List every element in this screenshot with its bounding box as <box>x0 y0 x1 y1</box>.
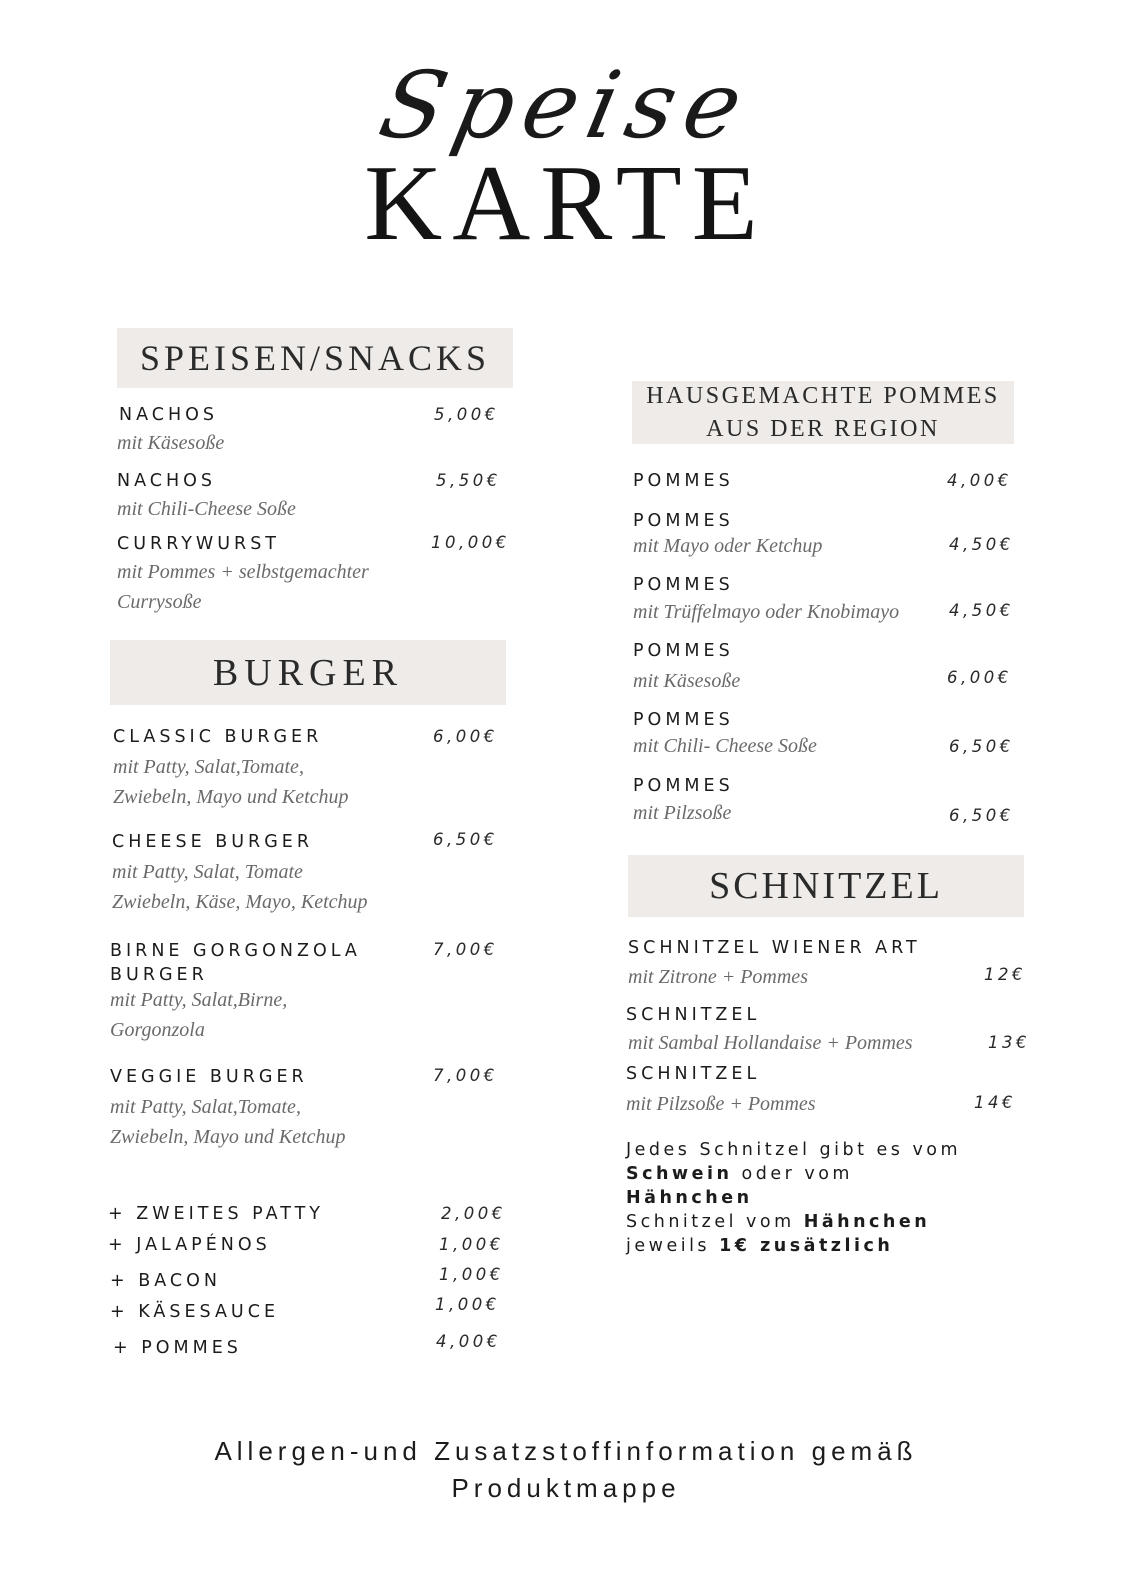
item-price: 13€ <box>988 1033 1030 1052</box>
item-desc: mit Käsesoße <box>633 670 741 692</box>
item-desc: mit Chili-Cheese Soße <box>117 498 296 520</box>
allergen-footer <box>0 1433 1132 1507</box>
section-header-schnitzel: SCHNITZEL <box>628 855 1024 917</box>
extra-name: + BACON <box>110 1271 221 1291</box>
item-price: 4,50€ <box>949 535 1014 554</box>
item-desc: Zwiebeln, Mayo und Ketchup <box>110 1126 346 1148</box>
note-line: Jedes Schnitzel gibt es vom <box>626 1140 962 1160</box>
item-price: 7,00€ <box>433 940 498 959</box>
item-name: CLASSIC BURGER <box>113 727 323 747</box>
footer-line2: Produktmappe <box>451 1473 681 1503</box>
section-header-burger: BURGER <box>110 640 506 705</box>
extra-name: + KÄSESAUCE <box>110 1302 280 1322</box>
item-name: BIRNE GORGONZOLA <box>110 941 361 961</box>
extra-price: 1,00€ <box>439 1265 504 1284</box>
extra-name: + ZWEITES PATTY <box>108 1204 324 1224</box>
title-script: Speise <box>370 52 762 159</box>
item-desc: mit Pilzsoße + Pommes <box>626 1093 816 1115</box>
item-desc: mit Trüffelmayo oder Knobimayo <box>633 601 900 623</box>
item-price: 4,00€ <box>947 471 1012 490</box>
item-desc: mit Sambal Hollandaise + Pommes <box>628 1032 913 1054</box>
note-line: Schnitzel vom Hähnchen <box>626 1212 931 1232</box>
item-desc: mit Käsesoße <box>117 432 225 454</box>
schnitzel-note <box>626 1138 1056 1258</box>
item-name: POMMES <box>633 511 734 531</box>
item-price: 6,00€ <box>947 668 1012 687</box>
item-name: POMMES <box>633 776 734 796</box>
item-desc: mit Patty, Salat, Tomate <box>112 861 303 883</box>
item-name: POMMES <box>633 641 734 661</box>
title-main: KARTE <box>364 144 768 263</box>
item-desc: mit Chili- Cheese Soße <box>633 735 817 757</box>
extra-name: + POMMES <box>113 1338 242 1358</box>
item-desc: mit Pommes + selbstgemachter <box>117 561 369 583</box>
item-price: 5,50€ <box>436 471 501 490</box>
section-header-pommes-line1: HAUSGEMACHTE POMMES <box>646 382 1000 409</box>
item-desc: mit Patty, Salat,Tomate, <box>110 1096 301 1118</box>
item-desc: mit Pilzsoße <box>633 802 732 824</box>
item-name: SCHNITZEL <box>626 1005 761 1025</box>
note-line: Hähnchen <box>626 1188 753 1208</box>
item-name: VEGGIE BURGER <box>110 1067 308 1087</box>
extra-name: + JALAPÉNOS <box>108 1235 271 1255</box>
item-name: CURRYWURST <box>117 534 280 554</box>
item-price: 4,50€ <box>949 601 1014 620</box>
item-price: 6,50€ <box>433 830 498 849</box>
item-price: 14€ <box>974 1093 1016 1112</box>
item-name: SCHNITZEL WIENER ART <box>628 938 921 958</box>
item-name: BURGER <box>110 965 208 985</box>
section-header-pommes <box>632 381 1014 444</box>
item-name: CHEESE BURGER <box>112 832 313 852</box>
extra-price: 2,00€ <box>441 1204 506 1223</box>
footer-line1: Allergen-und Zusatzstoffinformation gemäß <box>214 1436 918 1466</box>
extra-price: 4,00€ <box>436 1332 501 1351</box>
item-desc: mit Patty, Salat,Tomate, <box>113 756 304 778</box>
note-line: jeweils 1€ zusätzlich <box>626 1236 894 1256</box>
section-header-speisen: SPEISEN/SNACKS <box>117 328 513 388</box>
item-price: 5,00€ <box>434 405 499 424</box>
item-name: POMMES <box>633 471 734 491</box>
item-desc: mit Patty, Salat,Birne, <box>110 989 288 1011</box>
item-desc: Currysoße <box>117 591 202 613</box>
section-header-pommes-line2: AUS DER REGION <box>706 415 940 442</box>
item-price: 6,50€ <box>949 806 1014 825</box>
item-price: 10,00€ <box>431 533 510 552</box>
item-name: NACHOS <box>119 405 219 425</box>
item-desc: Zwiebeln, Mayo und Ketchup <box>113 786 349 808</box>
item-price: 6,00€ <box>433 727 498 746</box>
item-desc: mit Mayo oder Ketchup <box>633 535 823 557</box>
item-name: POMMES <box>633 575 734 595</box>
item-price: 7,00€ <box>433 1066 498 1085</box>
extra-price: 1,00€ <box>435 1295 500 1314</box>
item-name: NACHOS <box>117 471 217 491</box>
item-desc: Gorgonzola <box>110 1019 205 1041</box>
item-desc: mit Zitrone + Pommes <box>628 966 808 988</box>
item-desc: Zwiebeln, Käse, Mayo, Ketchup <box>112 891 368 913</box>
item-name: POMMES <box>633 710 734 730</box>
item-price: 12€ <box>984 965 1026 984</box>
extra-price: 1,00€ <box>439 1235 504 1254</box>
item-price: 6,50€ <box>949 737 1014 756</box>
item-name: SCHNITZEL <box>626 1064 761 1084</box>
note-line: Schwein oder vom <box>626 1164 853 1184</box>
